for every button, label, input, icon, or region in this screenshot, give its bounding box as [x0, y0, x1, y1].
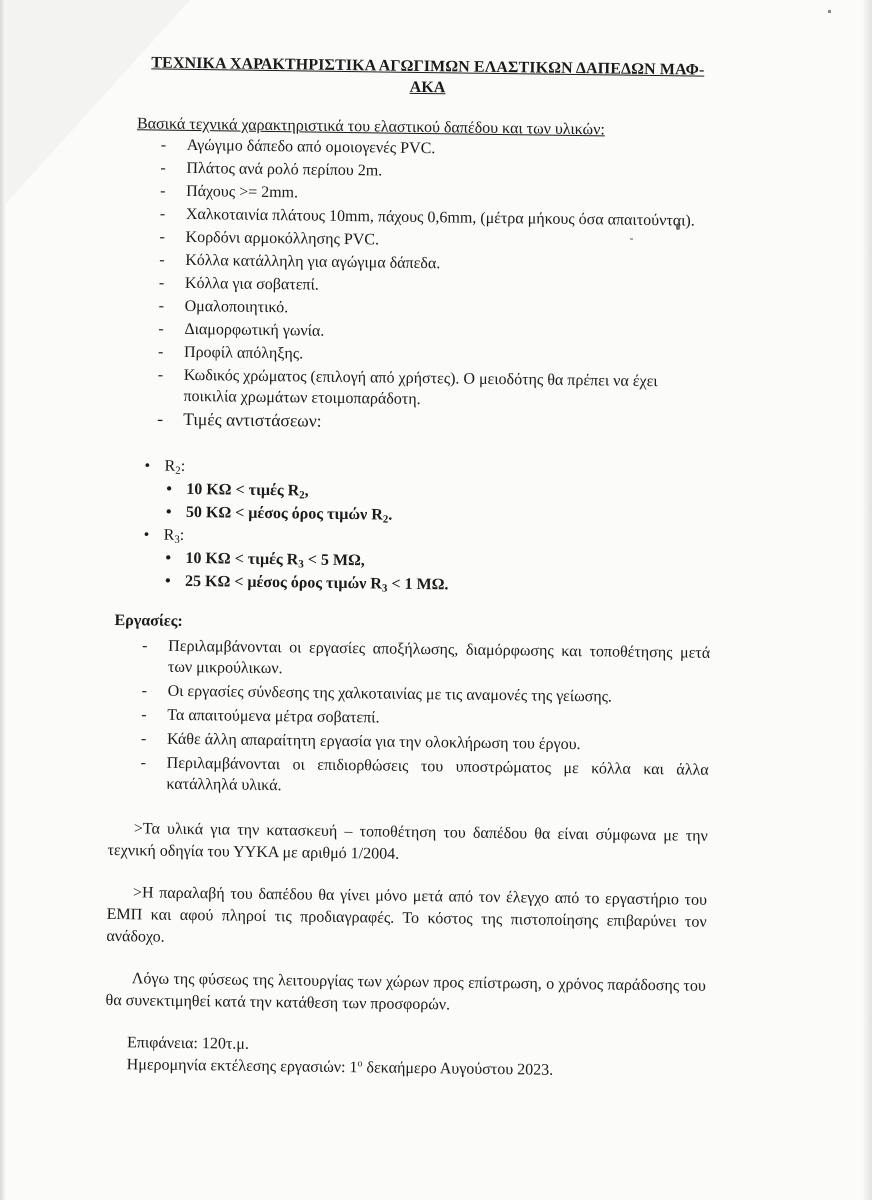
- document-title: ΤΕΧΝΙΚΑ ΧΑΡΑΚΤΗΡΙΣΤΙΚΑ ΑΓΩΓΙΜΩΝ ΕΛΑΣΤΙΚΩΝ ΔΑΠΕΔΩΝ ΜΑΦ-ΑΚΑ: [151, 54, 705, 97]
- list-item: - Κόλλα κατάλληλη για αγώγιμα δάπεδα.: [115, 249, 715, 278]
- document-meta: [127, 1032, 706, 1084]
- date-line: Ημερομηνία εκτέλεσης εργασιών: $1^o$ δεκαήμερο Αυγούστου 2023.: [126, 1056, 554, 1079]
- list-item: - Κάθε άλλη απαραίτητη εργασία για την ολοκλήρωση του έργου.: [109, 728, 709, 757]
- delivery-paragraph: Λόγω της φύσεως της λειτουργίας των χώρων προς επίστρωση, ο χρόνος παράδοσης του θα συνεκτιμηθεί κατά την κατάθεση των προσφορών.: [105, 970, 706, 1014]
- resistance-values: [111, 454, 713, 600]
- list-item: - Κωδικός χρώματος (επιλογή από χρήστες). Ο μειοδότης θα πρέπει να έχει ποικιλία χρωμάτων ετοιμοπαράδοτη.: [113, 364, 713, 414]
- works-heading: Εργασίες:: [114, 612, 183, 630]
- list-item: - Ομαλοποιητικό.: [115, 295, 715, 324]
- scan-edge: [0, 0, 6, 1200]
- list-item: - Κορδόνι αρμοκόλλησης PVC.: [115, 226, 715, 255]
- r2-label: • $R_2$:: [112, 454, 712, 485]
- r2-condition-1: • 10 ΚΩ < τιμές $R_2$,: [112, 477, 712, 508]
- list-item: - Πάχους >= 2mm.: [116, 180, 716, 209]
- list-item: - Πλάτος ανά ρολό περίπου 2m.: [116, 157, 716, 186]
- area-line: Επιφάνεια: 120τ.μ.: [126, 1034, 250, 1053]
- works-list: [108, 635, 710, 802]
- resistance-heading: - Τιμές αντιστάσεων:: [113, 408, 713, 437]
- acceptance-paragraph: >Η παραλαβή του δαπέδου θα γίνει μόνο μετά από τον έλεγχο από το εργαστήριο του ΕΜΠ και αφού πληροί τις προδιαγραφές. Το κόστος της πιστοποίησης επιβαρύνει τον ανάδοχο.: [106, 884, 708, 946]
- specs-subtitle: Βασικά τεχνικά χαρακτηριστικά του ελαστικού δαπέδου και των υλικών:: [136, 115, 605, 139]
- r2-condition-2: • 50 ΚΩ < μέσος όρος τιμών $R_2$.: [112, 500, 712, 531]
- list-item: - Περιλαμβάνονται οι εργασίες αποξήλωσης, διαμόρφωσης και τοποθέτησης μετά των μικρούλικων.: [110, 635, 710, 685]
- scan-speck: [828, 10, 831, 13]
- list-item: - Τα απαιτούμενα μέτρα σοβατεπί.: [109, 704, 709, 733]
- list-item: - Οι εργασίες σύνδεσης της χαλκοταινίας με τις αναμονές της γείωσης.: [110, 680, 710, 709]
- list-item: - Χαλκοταινία πλάτους 10mm, πάχους 0,6mm, (μέτρα μήκους όσα απαιτούνται).: [116, 203, 716, 232]
- r3-label: • $R_3$:: [112, 523, 712, 554]
- specs-list: [113, 134, 717, 437]
- list-item: - Προφίλ απόληξης.: [114, 341, 714, 370]
- r3-condition-1: • 10 ΚΩ < τιμές $R_3 < 5$ ΜΩ,: [111, 546, 711, 577]
- list-item: - Διαμορφωτική γωνία.: [114, 318, 714, 347]
- document-body: [105, 52, 718, 1084]
- materials-paragraph: >Τα υλικά για την κατασκευή – τοποθέτηση του δαπέδου θα είναι σύμφωνα με την τεχνική οδηγία του ΥΥΚΑ με αριθμό 1/2004.: [107, 820, 708, 863]
- r3-condition-2: • 25 ΚΩ < μέσος όρος τιμών $R_3 < 1$ ΜΩ.: [111, 569, 711, 600]
- list-item: - Αγώγιμο δάπεδο από ομοιογενές PVC.: [117, 134, 717, 163]
- list-item: - Κόλλα για σοβατεπί.: [115, 272, 715, 301]
- scan-edge: [862, 0, 872, 1200]
- list-item: - Περιλαμβάνονται οι επιδιορθώσεις του υποστρώματος με κόλλα και άλλα κατάλληλά υλικά.: [108, 752, 708, 802]
